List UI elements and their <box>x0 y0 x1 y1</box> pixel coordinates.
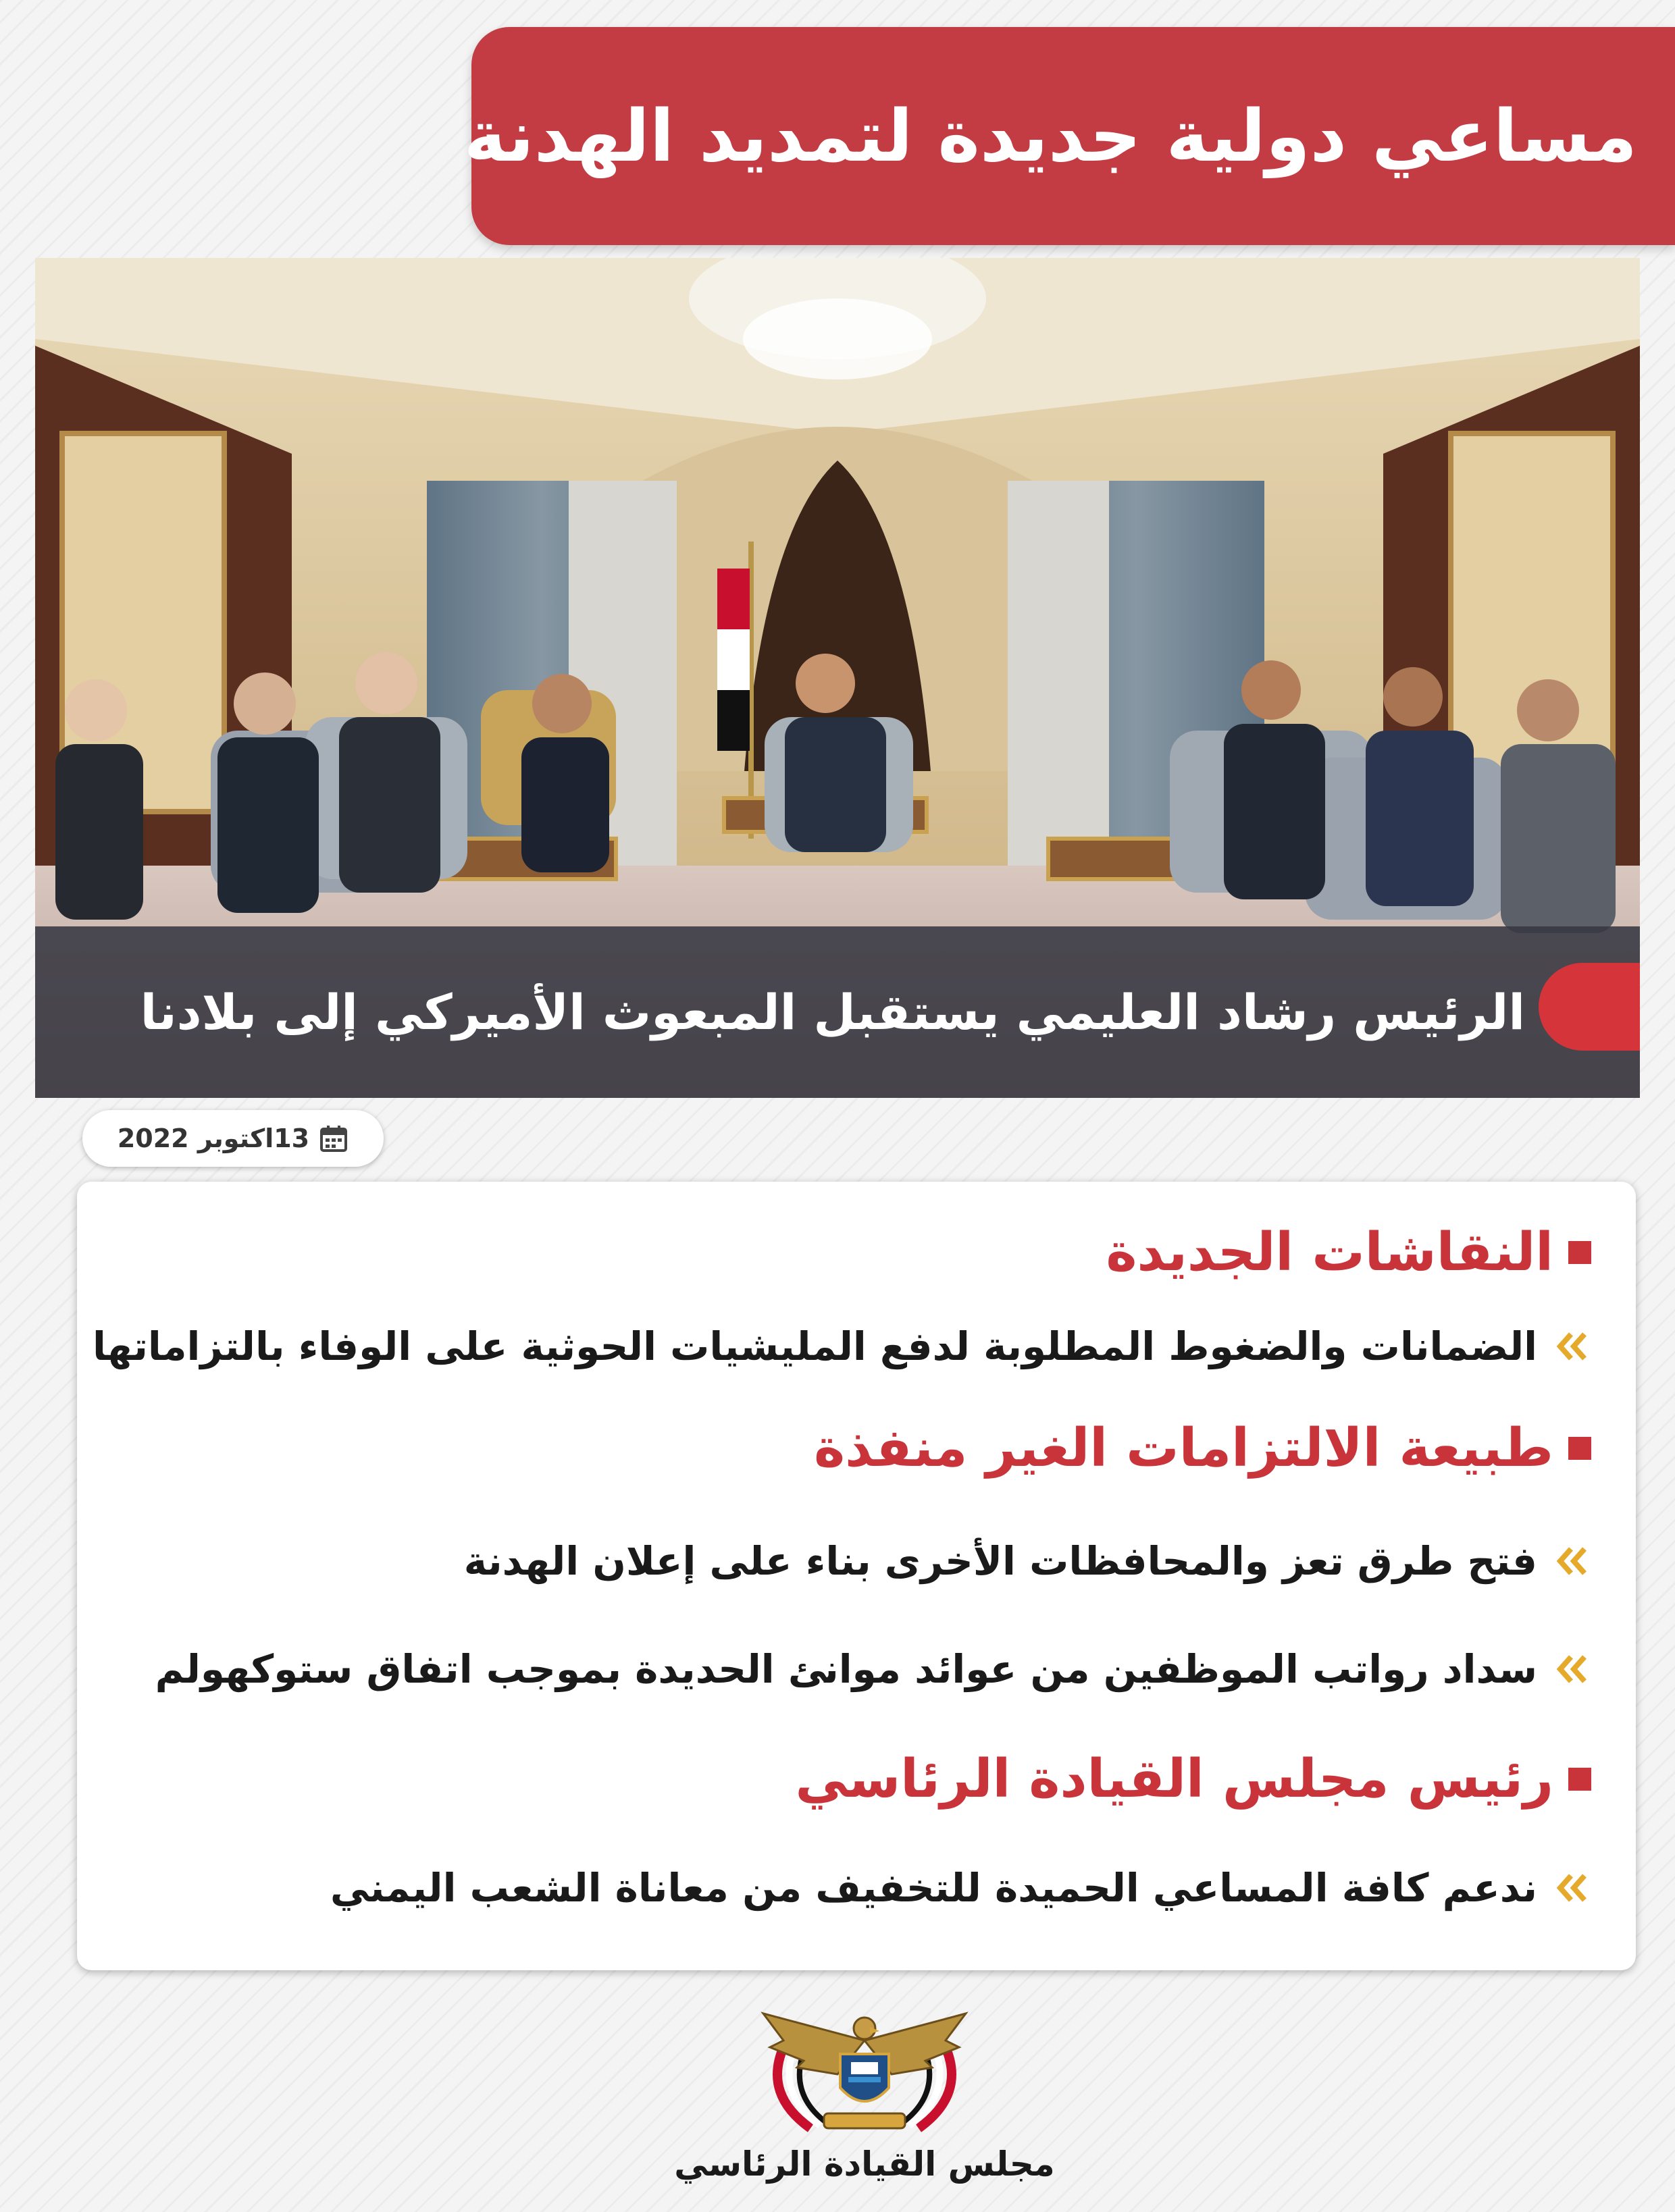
photo-caption-bar <box>35 926 1640 1098</box>
list-item <box>93 1323 1591 1369</box>
item-text: فتح طرق تعز والمحافظات الأخرى بناء على إعلان الهدنة <box>463 1538 1537 1584</box>
heading-text: النقاشات الجديدة <box>1106 1222 1553 1283</box>
item-text: الضمانات والضغوط المطلوبة لدفع المليشيات الحوثية على الوفاء بالتزاماتها <box>93 1323 1537 1369</box>
section-heading <box>796 1749 1591 1810</box>
double-chevron-icon <box>1553 1332 1591 1361</box>
item-text: سداد رواتب الموظفين من عوائد موانئ الحديدة بموجب اتفاق ستوكهولم <box>155 1646 1537 1692</box>
list-item <box>464 1538 1591 1584</box>
date-text: 13اكتوبر 2022 <box>117 1124 310 1153</box>
council-name: مجلس القيادة الرئاسي <box>674 2144 1055 2184</box>
item-text: ندعم كافة المساعي الحميدة للتخفيف من معاناة الشعب اليمني <box>330 1865 1537 1911</box>
meeting-photo <box>35 258 1640 1098</box>
heading-bullet <box>1568 1437 1591 1460</box>
heading-bullet <box>1568 1768 1591 1791</box>
page-title: مساعي دولية جديدة لتمديد الهدنة <box>463 95 1637 178</box>
date-badge <box>82 1110 384 1167</box>
photo-caption: الرئيس رشاد العليمي يستقبل المبعوث الأميركي إلى بلادنا <box>140 984 1525 1041</box>
double-chevron-icon <box>1553 1873 1591 1903</box>
list-item <box>330 1865 1591 1911</box>
double-chevron-icon <box>1553 1546 1591 1576</box>
heading-bullet <box>1568 1241 1591 1264</box>
title-banner <box>463 27 1675 245</box>
content-card <box>77 1182 1636 1970</box>
list-item <box>155 1646 1591 1692</box>
yemen-eagle-emblem <box>756 2000 973 2135</box>
heading-text: طبيعة الالتزامات الغير منفذة <box>814 1418 1553 1479</box>
caption-accent-tab <box>1539 963 1640 1051</box>
section-heading <box>1106 1222 1591 1283</box>
calendar-icon <box>319 1124 349 1153</box>
heading-text: رئيس مجلس القيادة الرئاسي <box>795 1749 1553 1810</box>
double-chevron-icon <box>1553 1654 1591 1684</box>
section-heading <box>814 1418 1591 1479</box>
